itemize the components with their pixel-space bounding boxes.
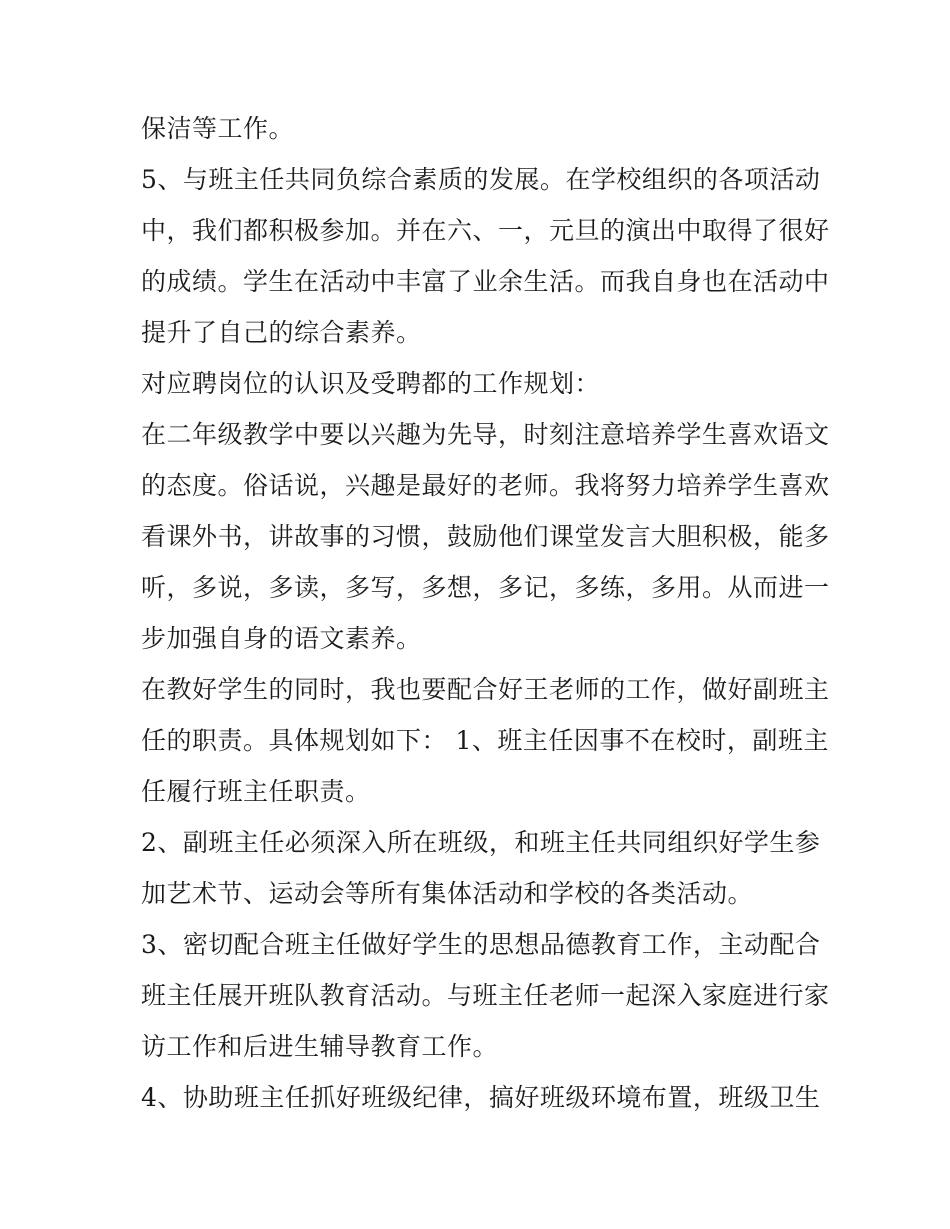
text-line: 2、副班主任必须深入所在班级，和班主任共同组织好学生参	[141, 828, 821, 857]
text-line: 加艺术节、运动会等所有集体活动和学校的各类活动。	[141, 879, 754, 908]
text-line: 在教好学生的同时，我也要配合好王老师的工作，做好副班主	[141, 675, 830, 704]
text-line: 5、与班主任共同负综合素质的发展。在学校组织的各项活动	[141, 165, 821, 194]
text-line: 4、协助班主任抓好班级纪律，搞好班级环境布置，班级卫生	[141, 1083, 821, 1112]
text-line: 的态度。俗话说，兴趣是最好的老师。我将努力培养学生喜欢	[141, 471, 830, 500]
text-line: 保洁等工作。	[141, 114, 295, 143]
text-line: 访工作和后进生辅导教育工作。	[141, 1032, 499, 1061]
text-line: 任的职责。具体规划如下： 1、班主任因事不在校时，副班主	[141, 726, 829, 755]
text-line: 听，多说，多读，多写，多想，多记，多练，多用。从而进一	[141, 573, 830, 602]
text-line: 任履行班主任职责。	[141, 777, 371, 806]
text-line: 在二年级教学中要以兴趣为先导，时刻注意培养学生喜欢语文	[141, 420, 830, 449]
section-heading: 对应聘岗位的认识及受聘都的工作规划：	[141, 369, 601, 398]
text-line: 看课外书，讲故事的习惯，鼓励他们课堂发言大胆积极，能多	[141, 522, 830, 551]
text-line: 提升了自己的综合素养。	[141, 318, 422, 347]
text-line: 班主任展开班队教育活动。与班主任老师一起深入家庭进行家	[141, 981, 830, 1010]
text-line: 3、密切配合班主任做好学生的思想品德教育工作，主动配合	[141, 930, 821, 959]
text-line: 步加强自身的语文素养。	[141, 624, 422, 653]
document-body	[141, 103, 830, 1123]
text-line: 中，我们都积极参加。并在六、一，元旦的演出中取得了很好	[141, 216, 830, 245]
text-line: 的成绩。学生在活动中丰富了业余生活。而我自身也在活动中	[141, 267, 830, 296]
